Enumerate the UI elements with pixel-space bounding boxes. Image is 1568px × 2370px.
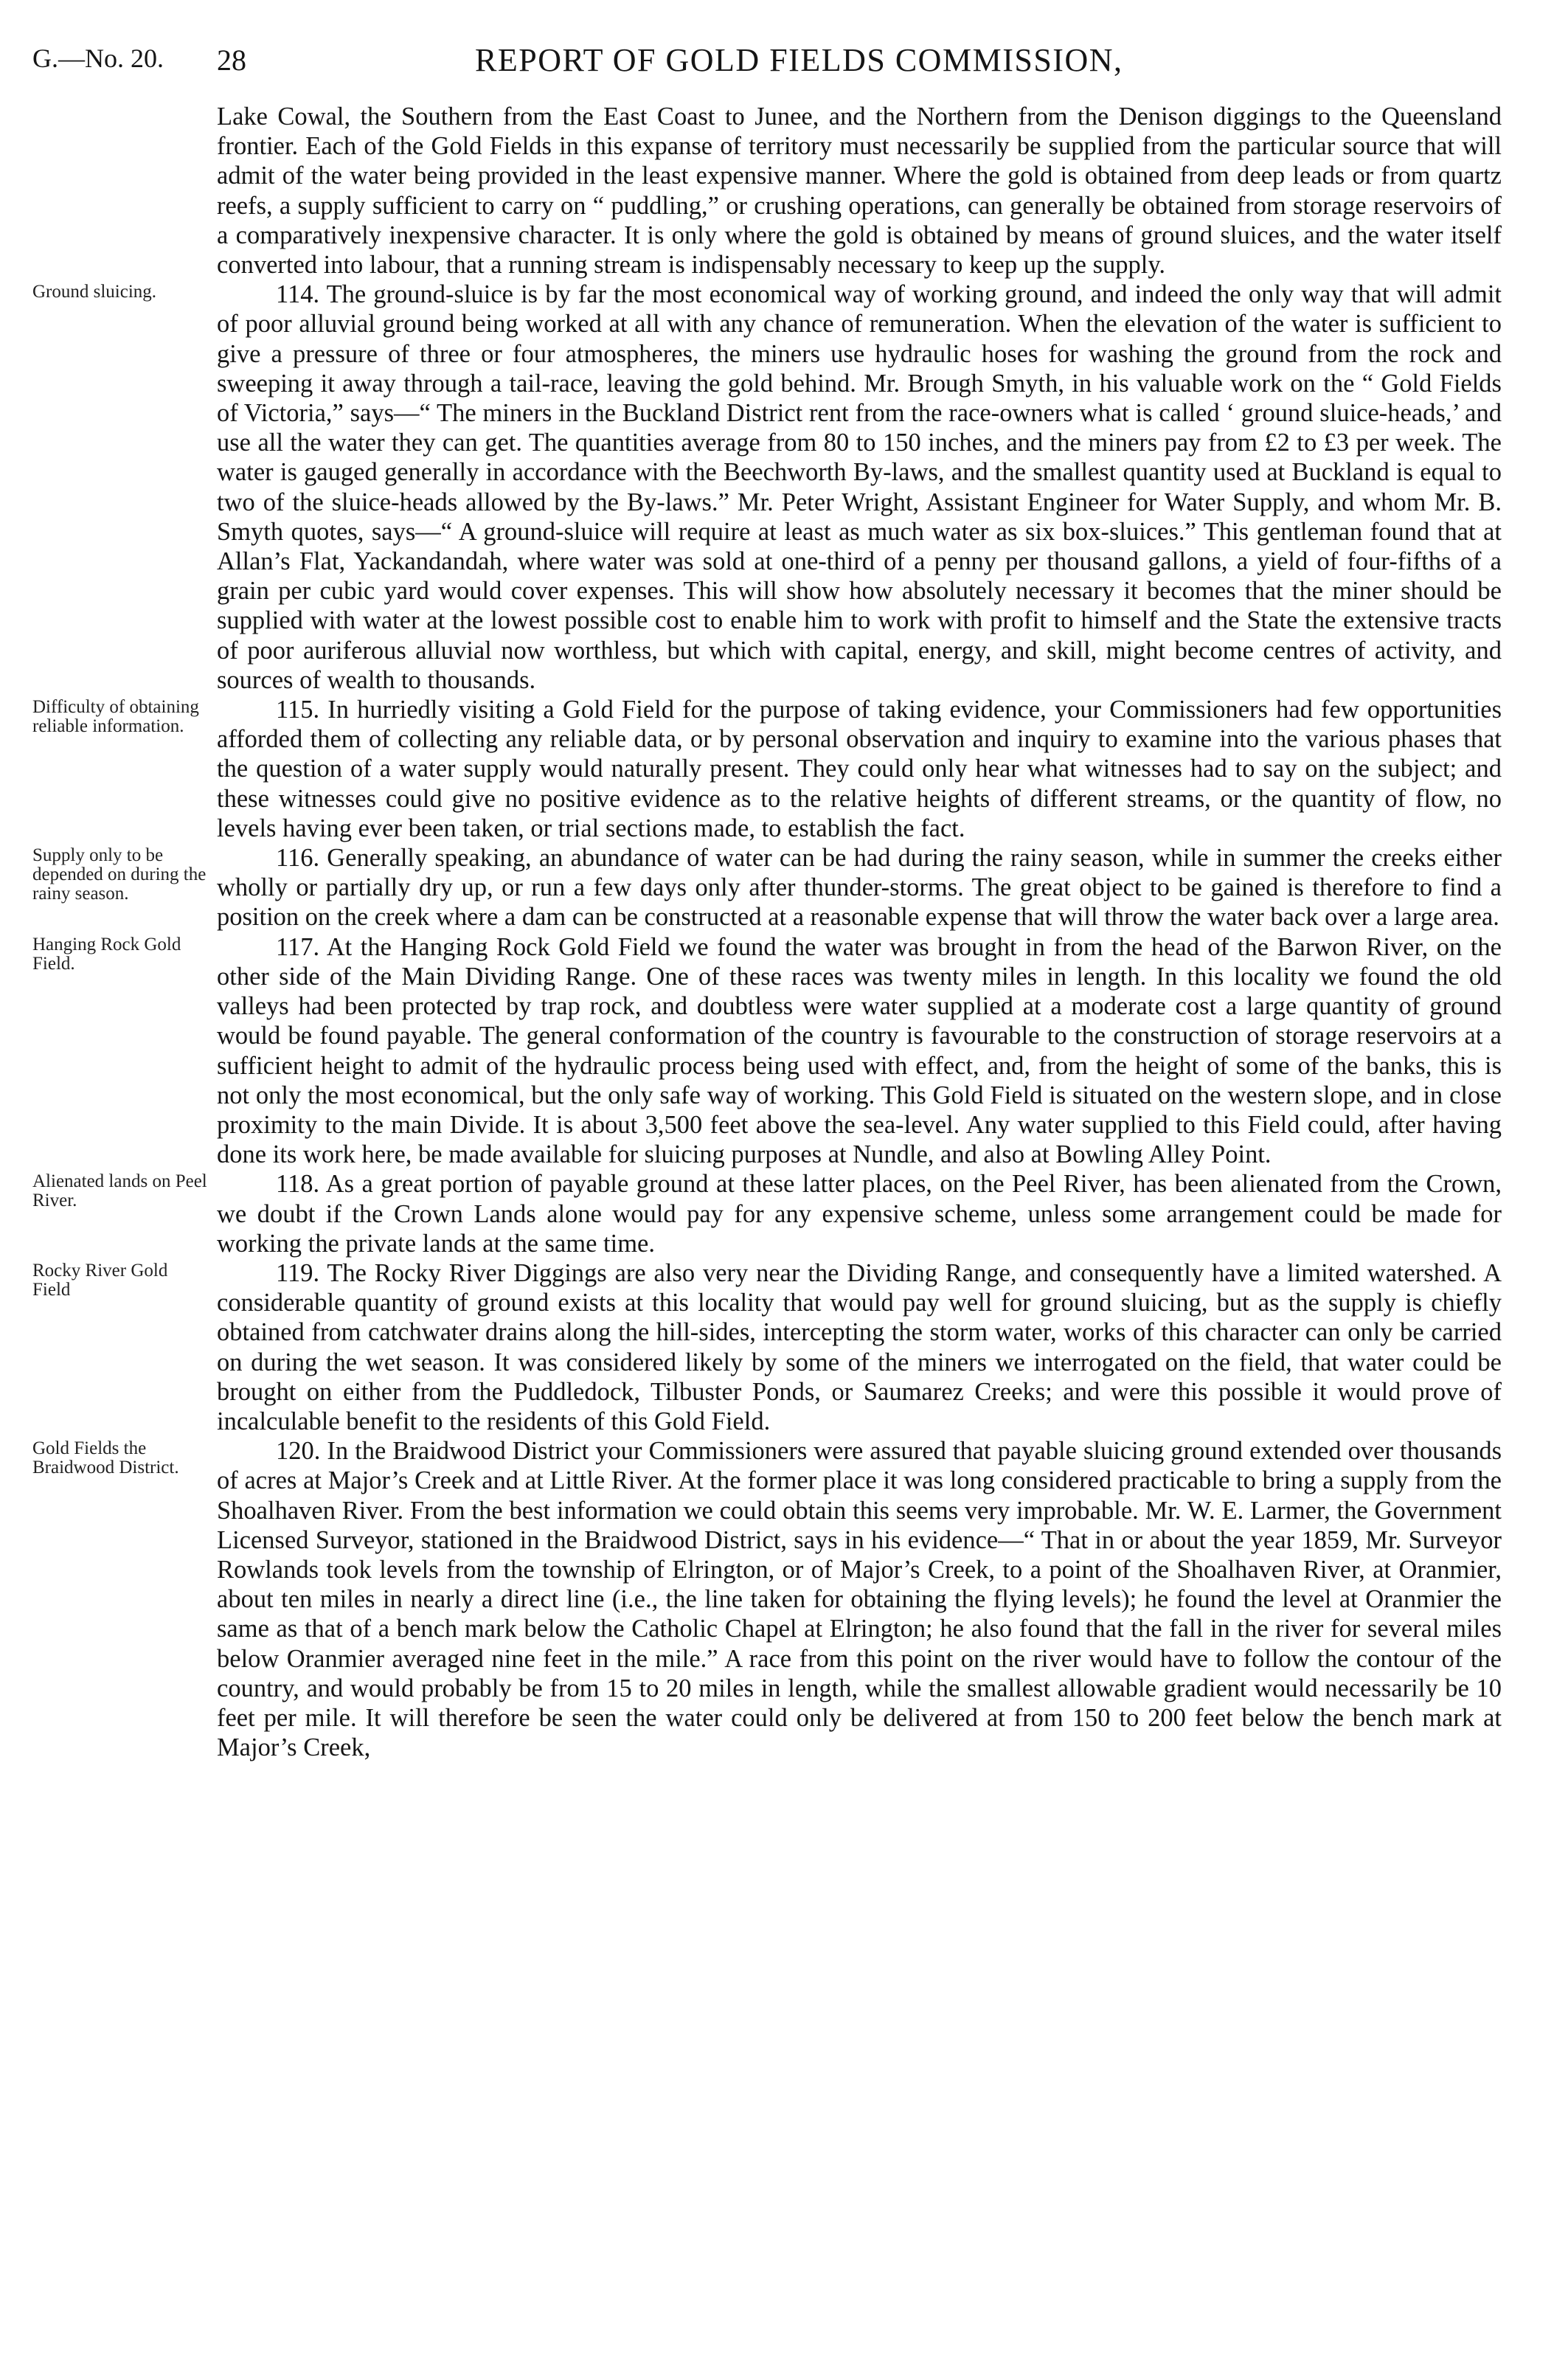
paragraph-text: 115. In hurriedly visiting a Gold Field for the purpose of taking evidence, your Commissioners had few opportunities afforded them of collecting any reliable data, or by personal observation and inquiry to examine into the various phases that the question of a water supply would naturally present. They could only hear what witnesses had to say on the subject; and these witnesses could give no positive evidence as to the relative heights of different streams, or the quantity of flow, no levels having ever been taken, or trial sections made, to establish the fact. — [217, 696, 1502, 842]
margin-note: Supply only to be depended on during the rainy season. — [32, 845, 207, 904]
paragraph-text: 120. In the Braidwood District your Commissioners were assured that payable sluicing ground extended over thousands of acres at Major’s Creek and at Little River. At the former place it was long considered practicable to bring a supply from the Shoalhaven River. From the best information we could obtain this seems very improbable. Mr. W. E. Larmer, the Government Licensed Surveyor, stationed in the Braidwood District, says in his evidence—“ That in or about the year 1859, Mr. Surveyor Rowlands took levels from the township of Elrington, or of Major’s Creek, to a point of the Shoalhaven River, at Oranmier, about ten miles in nearly a direct line (i.e., the line taken for obtaining the flying levels); he found the level at Oranmier the same as that of a bench mark below the Catholic Chapel at Elrington; he also found that the fall in the river for several miles below Oranmier averaged nine feet in the mile.” A race from this point on the river would have to follow the contour of the country, and would probably be from 15 to 20 miles in length, while the smallest allowable gradient would necessarily be 10 feet per mile. It will therefore be seen the water could only be delivered at from 150 to 200 feet below the bench mark at Major’s Creek, — [217, 1437, 1502, 1762]
paragraph-118 — [32, 1169, 1502, 1258]
paragraph-120 — [32, 1436, 1502, 1762]
paragraph-119 — [32, 1258, 1502, 1436]
paragraph-116 — [32, 843, 1502, 932]
paragraph-text: 117. At the Hanging Rock Gold Field we found the water was brought in from the head of the Barwon River, on the other side of the Main Dividing Range. One of these races was twenty miles in length. In this locality we found the old valleys had been protected by trap rock, and doubtless were water supplied at a moderate cost a large quantity of ground would be found payable. The general conformation of the country is favourable to the construction of storage reservoirs at a sufficient height to admit of the hydraulic process being used with effect, and, from the height of some of the banks, this is not only the most economical, but the only safe way of working. This Gold Field is situated on the western slope, and in close proximity to the main Divide. It is about 3,500 feet above the sea-level. Any water supplied to this Field could, after having done its work here, be made available for sluicing purposes at Nundle, and also at Bowling Alley Point. — [217, 932, 1502, 1169]
document-body — [32, 102, 1502, 1762]
paragraph-text: 119. The Rocky River Diggings are also very near the Dividing Range, and consequently have a limited watershed. A considerable quantity of ground exists at this locality that would pay well for ground sluicing, but as the supply is chiefly obtained from catchwater drains along the hill-sides, intercepting the storm water, works of this character can only be carried on during the wet season. It was considered likely by some of the miners we interrogated on the field, that water could be brought on either from the Puddledock, Tilbuster Ponds, or Saumarez Creeks; and were this possible it would prove of incalculable benefit to the residents of this Gold Field. — [217, 1258, 1502, 1435]
paragraph-continued — [32, 102, 1502, 280]
margin-note: Difficulty of obtaining reliable information. — [32, 697, 199, 737]
paragraph-text: 116. Generally speaking, an abundance of water can be had during the rainy season, while in summer the creeks either wholly or partially dry up, or run a few days only after thunder-storms. The great object to be gained is therefore to find a position on the creek where a dam can be constructed at a reasonable expense that will throw the water back over a large area. — [217, 844, 1502, 932]
paragraph-114 — [32, 280, 1502, 695]
paragraph-text: 118. As a great portion of payable ground at these latter places, on the Peel River, has been alienated from the Crown, we doubt if the Crown Lands alone would pay for any expensive scheme, unless some arrangement could be made for working the private lands at the same time. — [217, 1170, 1502, 1258]
document-id: G.—No. 20. — [32, 44, 164, 73]
margin-note: Rocky River Gold Field — [32, 1260, 168, 1300]
margin-note: Alienated lands on Peel River. — [32, 1171, 207, 1211]
page-number: 28 — [217, 44, 246, 77]
margin-note: Hanging Rock Gold Field. — [32, 934, 181, 974]
margin-note: Gold Fields the Braidwood District. — [32, 1438, 179, 1478]
paragraph-text: Lake Cowal, the Southern from the East Coast to Junee, and the Northern from the Denison diggings to the Queensland frontier. Each of the Gold Fields in this expanse of territory must necessarily be supplied from the particular source that will admit of the water being provided in the least expensive manner. Where the gold is obtained from deep leads or from quartz reefs, a supply sufficient to carry on “ puddling,” or crushing operations, can generally be obtained from storage reservoirs of a comparatively inexpensive character. It is only where the gold is obtained by means of ground sluices, and the water itself converted into labour, that a running stream is indispensably necessary to keep up the supply. — [217, 103, 1502, 280]
paragraph-115 — [32, 695, 1502, 843]
paragraph-text: 114. The ground-sluice is by far the most economical way of working ground, and indeed the only way that will admit of poor alluvial ground being worked at all with any chance of remuneration. When the elevation of the water is sufficient to give a pressure of three or four atmospheres, the miners use hydraulic hoses for washing the ground from the rock and sweeping it away through a tail-race, leaving the gold behind. Mr. Brough Smyth, in his valuable work on the “ Gold Fields of Victoria,” says—“ The miners in the Buckland District rent from the race-owners what is called ‘ ground sluice-heads,’ and use all the water they can get. The quantities average from 80 to 150 inches, and the miners pay from £2 to £3 per week. The water is gauged generally in accordance with the Beechworth By-laws, and the smallest quantity used at Buckland is equal to two of the sluice-heads allowed by the By-laws.” Mr. Peter Wright, Assistant Engineer for Water Supply, and whom Mr. B. Smyth quotes, says—“ A ground-sluice will require at least as much water as six box-sluices.” This gentleman found that at Allan’s Flat, Yackandandah, where water was sold at one-third of a penny per thousand gallons, a yield of four-fifths of a grain per cubic yard would cover expenses. This will show how absolutely necessary it becomes that the miner should be supplied with water at the lowest possible cost to enable him to work with profit to himself and the State the extensive tracts of poor auriferous alluvial now worthless, but which with capital, energy, and skill, might become centres of activity, and sources of wealth to thousands. — [217, 280, 1502, 694]
page-title: REPORT OF GOLD FIELDS COMMISSION, — [475, 42, 1123, 78]
page-header — [32, 38, 1502, 91]
margin-note: Ground sluicing. — [32, 282, 157, 302]
paragraph-117 — [32, 932, 1502, 1170]
